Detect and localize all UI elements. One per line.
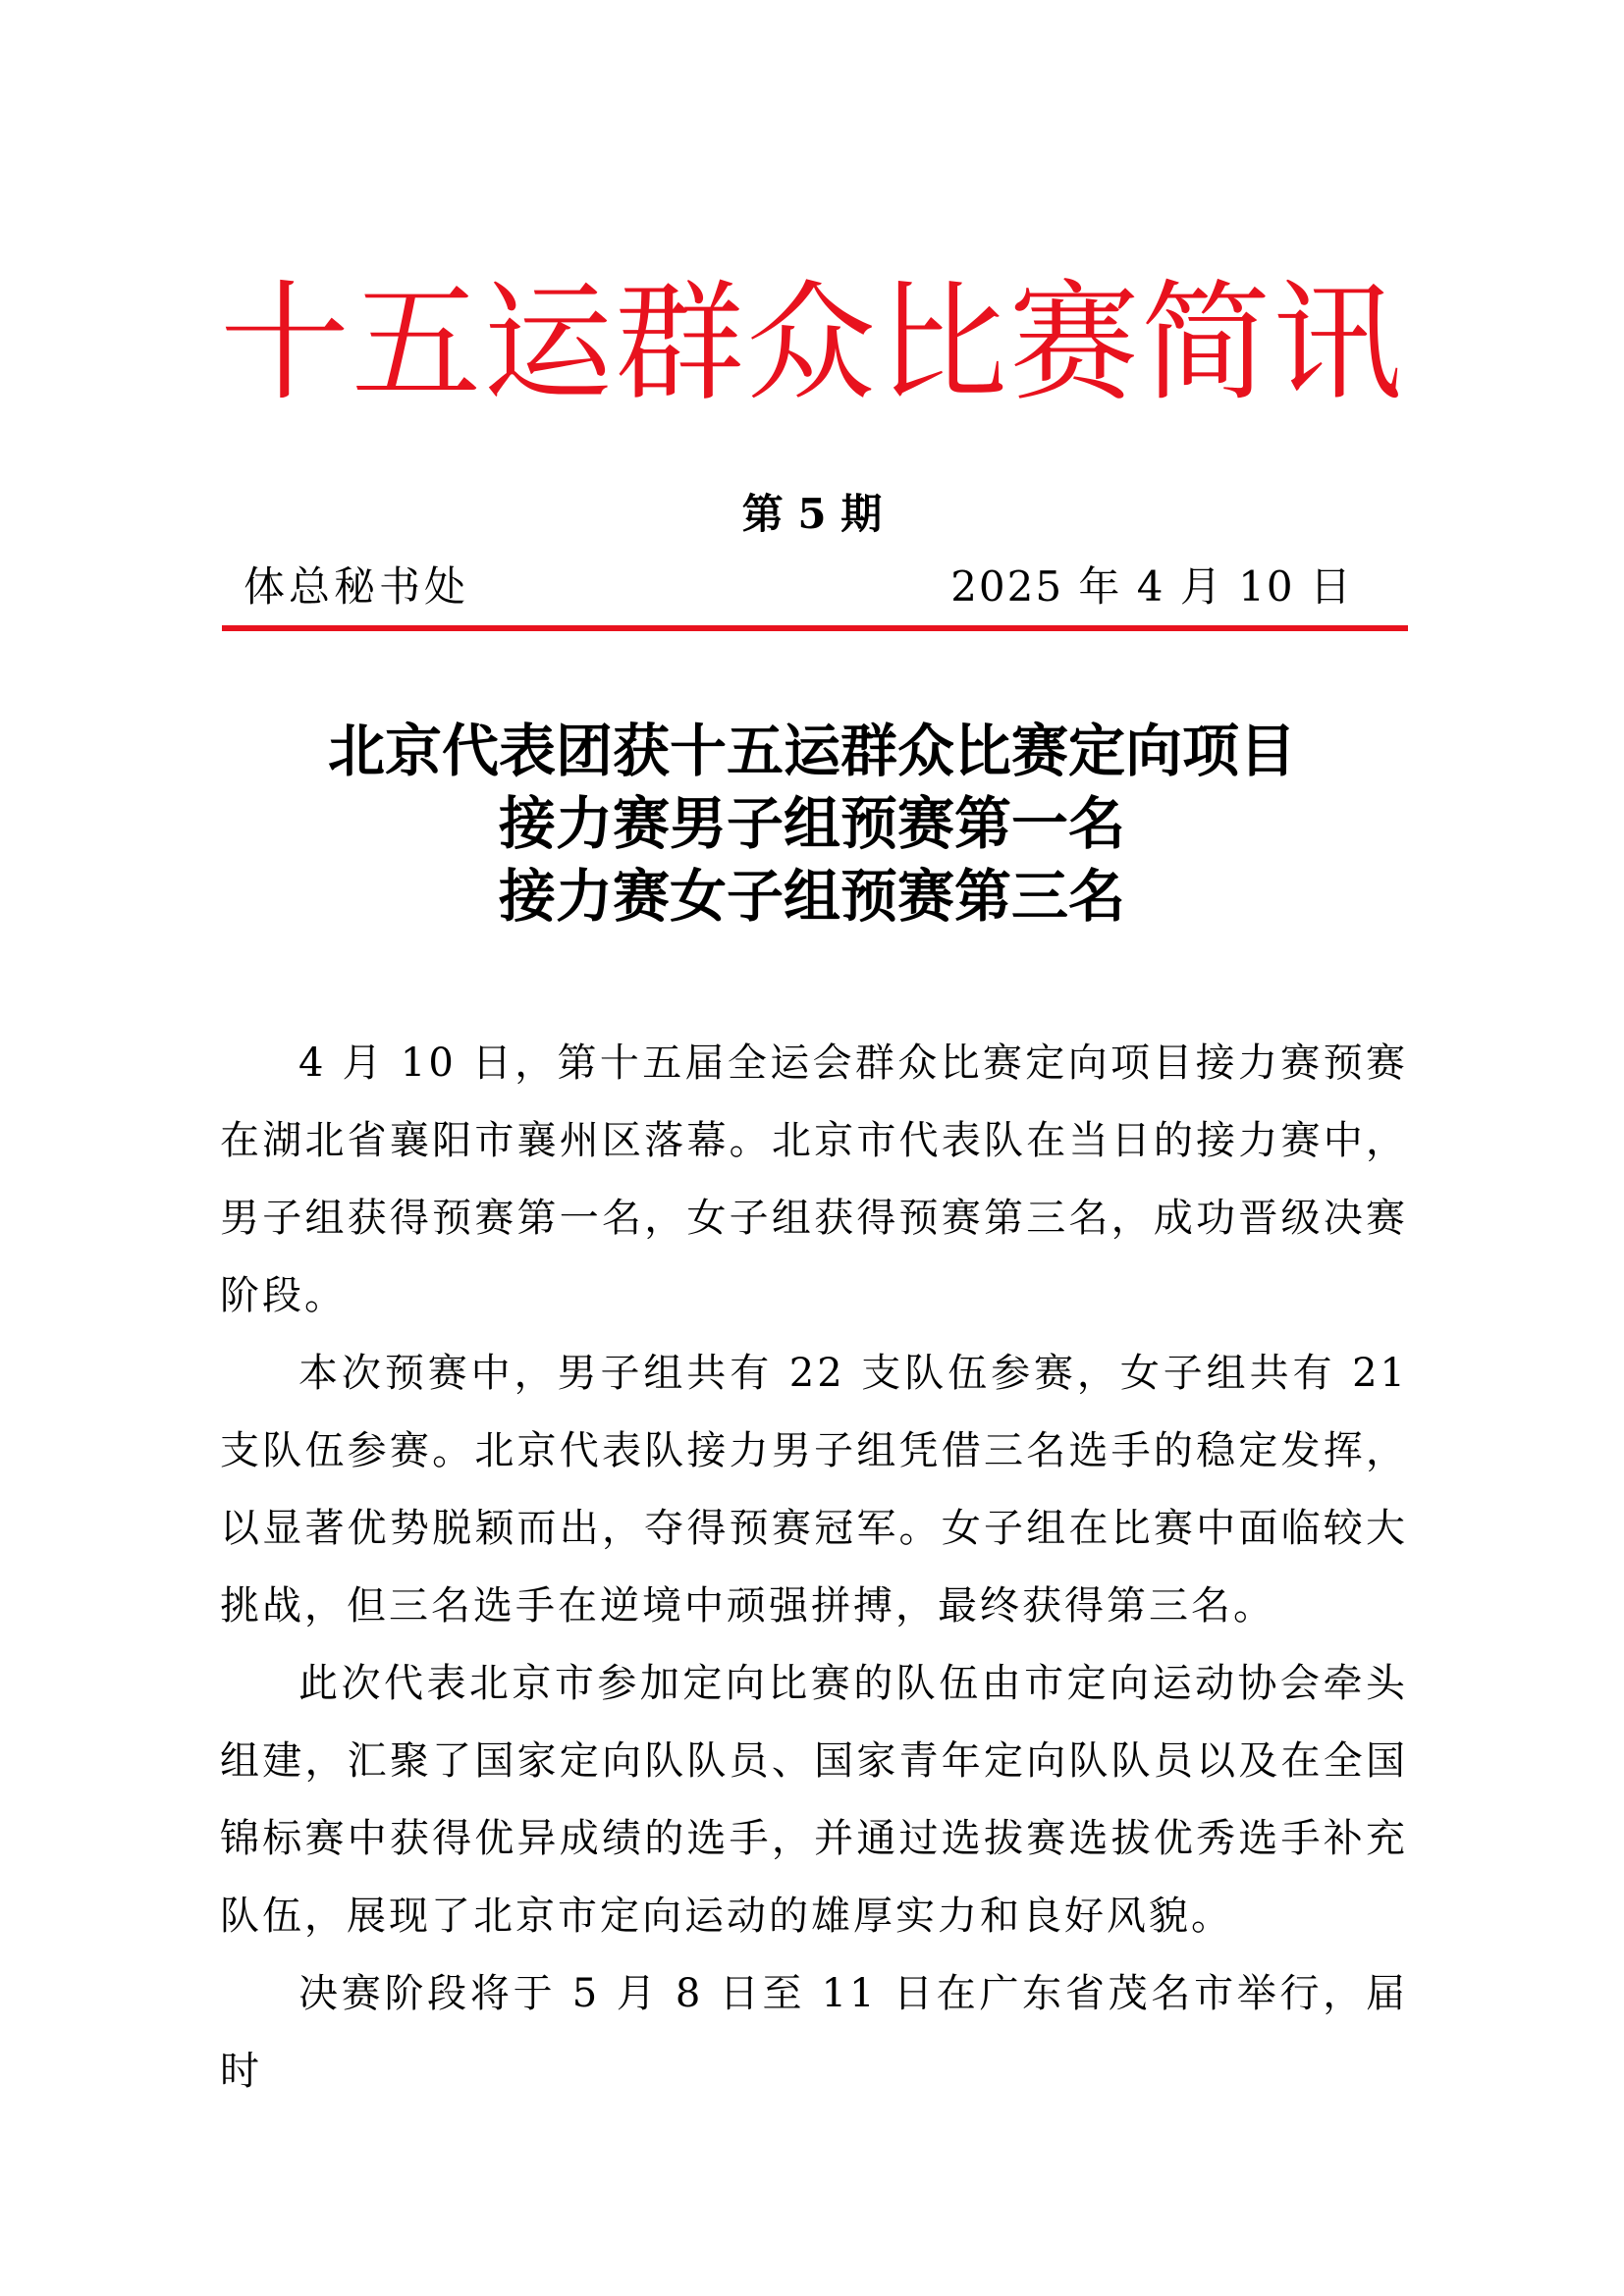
body-paragraph: 4 月 10 日，第十五届全运会群众比赛定向项目接力赛预赛在湖北省襄阳市襄州区落幕。北京市代表队在当日的接力赛中，男子组获得预赛第一名，女子组获得预赛第三名，成功晋级决赛阶段。 xyxy=(220,1041,1408,1318)
red-divider xyxy=(222,625,1408,631)
headline-line: 北京代表团获十五运群众比赛定向项目 xyxy=(327,718,1296,784)
headline-line: 接力赛男子组预赛第一名 xyxy=(498,790,1125,857)
newsletter-title: 十五运群众比赛简讯 xyxy=(220,268,1404,419)
article-body xyxy=(220,1025,1408,2110)
meta-row xyxy=(244,558,1353,616)
issue-number: 第 5 期 xyxy=(741,490,883,538)
body-paragraph: 此次代表北京市参加定向比赛的队伍由市定向运动协会牵头组建，汇聚了国家定向队队员、国家青年定向队队员以及在全国锦标赛中获得优异成绩的选手，并通过选拔赛选拔优秀选手补充队伍，展现了北京市定向运动的雄厚实力和良好风貌。 xyxy=(220,1661,1408,1939)
body-paragraph: 本次预赛中，男子组共有 22 支队伍参赛，女子组共有 21 支队伍参赛。北京代表队接力男子组凭借三名选手的稳定发挥，以显著优势脱颖而出，夺得预赛冠军。女子组在比赛中面临较大挑战，但三名选手在逆境中顽强拼搏，最终获得第三名。 xyxy=(220,1351,1408,1629)
issue-date: 2025 年 4 月 10 日 xyxy=(950,562,1353,611)
issuer-name: 体总秘书处 xyxy=(244,562,470,611)
body-paragraph: 决赛阶段将于 5 月 8 日至 11 日在广东省茂名市举行，届时 xyxy=(220,1971,1408,2094)
article-headline xyxy=(0,715,1624,933)
headline-line: 接力赛女子组预赛第三名 xyxy=(498,863,1125,930)
